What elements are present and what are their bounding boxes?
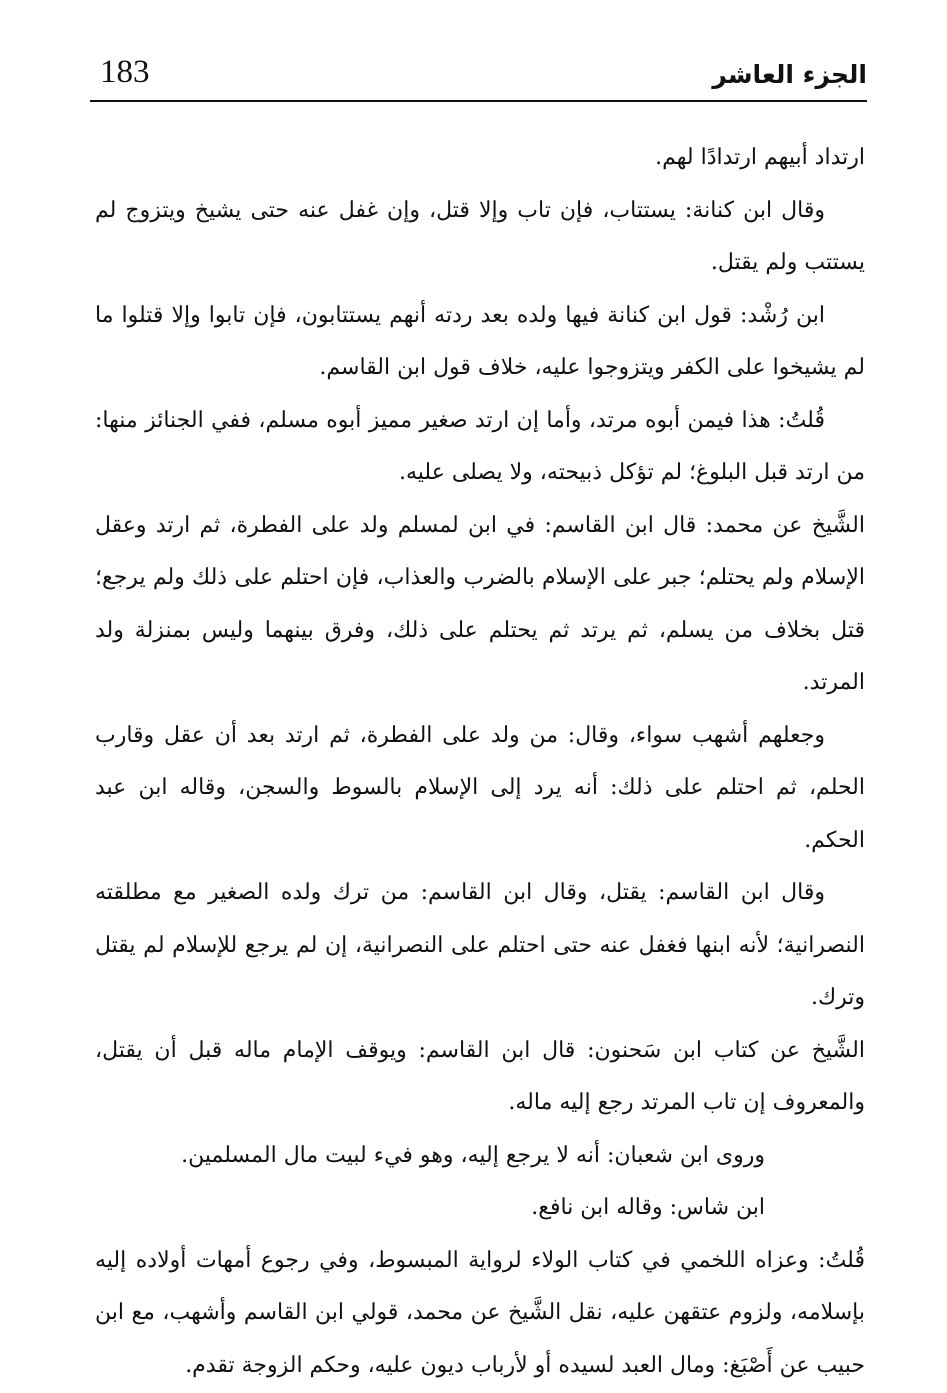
paragraph-3: ابن رُشْد: قول ابن كنانة فيها ولده بعد ردته أنهم يستتابون، فإن تابوا وإلا قتلوا ما لم يشيخوا على الكفر ويتزوجوا عليه، خلاف قول ابن القاسم. (95, 302, 865, 380)
header-rule (90, 100, 867, 102)
paragraph-8: الشَّيخ عن كتاب ابن سَحنون: قال ابن القاسم: ويوقف الإمام ماله قبل أن يقتل، والمعروف إن تاب المرتد رجع إليه ماله. (95, 1037, 865, 1115)
page-header (90, 52, 867, 96)
paragraph-5: الشَّيخ عن محمد: قال ابن القاسم: في ابن لمسلم ولد على الفطرة، ثم ارتد وعقل الإسلام ولم يحتلم؛ جبر على الإسلام بالضرب والعذاب، فإن احتلم على ذلك ولم يرجع؛ قتل بخلاف من يسلم، ثم يرتد ثم يحتلم على ذلك، وفرق بينهما وليس بمنزلة ولد المرتد. (95, 512, 865, 695)
paragraph-6: وجعلهم أشهب سواء، وقال: من ولد على الفطرة، ثم ارتد بعد أن عقل وقارب الحلم، ثم احتلم على ذلك: أنه يرد إلى الإسلام بالسوط والسجن، وقاله ابن عبد الحكم. (95, 722, 865, 853)
page-number: 183 (100, 54, 150, 90)
paragraph-10: ابن شاس: وقاله ابن نافع. (531, 1195, 765, 1220)
paragraph-4: قُلتُ: هذا فيمن أبوه مرتد، وأما إن ارتد صغير مميز أبوه مسلم، ففي الجنائز منها: من ارتد قبل البلوغ؛ لم تؤكل ذبيحته، ولا يصلى عليه. (95, 407, 865, 485)
body-text (95, 132, 865, 1392)
paragraph-2: وقال ابن كنانة: يستتاب، فإن تاب وإلا قتل، وإن غفل عنه حتى يشيخ ويتزوج لم يستتب ولم يقتل. (95, 197, 865, 275)
paragraph-1: ارتداد أبيهم ارتدادًا لهم. (655, 145, 865, 170)
paragraph-9: وروى ابن شعبان: أنه لا يرجع إليه، وهو فيء لبيت مال المسلمين. (181, 1142, 765, 1168)
running-title: الجزء العاشر (712, 60, 867, 89)
paragraph-11: قُلتُ: وعزاه اللخمي في كتاب الولاء لرواية المبسوط، وفي رجوع أمهات أولاده إليه بإسلامه، ولزوم عتقهن عليه، نقل الشَّيخ عن محمد، قولي ابن القاسم وأشهب، مع ابن حبيب عن أَصْبَغ: ومال العبد لسيده أو لأرباب ديون عليه، وحكم الزوجة تقدم. (95, 1247, 865, 1378)
paragraph-7: وقال ابن القاسم: يقتل، وقال ابن القاسم: من ترك ولده الصغير مع مطلقته النصرانية؛ لأنه ابنها فغفل عنه حتى احتلم على النصرانية، إن لم يرجع للإسلام لم يقتل وترك. (95, 880, 865, 1010)
